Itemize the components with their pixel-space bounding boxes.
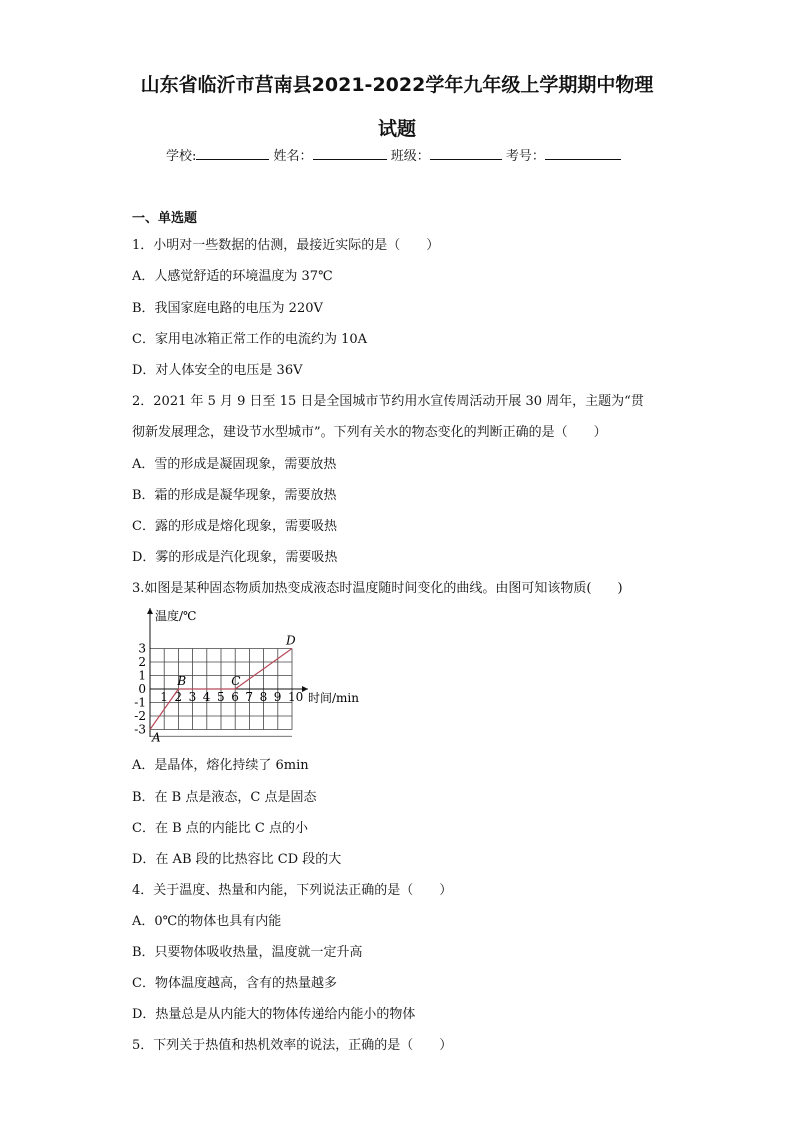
q3-option-d: D．在 AB 段的比热容比 CD 段的大 [132,852,342,867]
y-tick-label: 2 [138,655,146,669]
q2-stem-line-2: 彻新发展理念，建设节水型城市”。下列有关水的物态变化的判断正确的是（ ） [132,425,607,440]
q3-option-b: B．在 B 点是液态，C 点是固态 [132,790,317,805]
q2-option-d: D．雾的形成是汽化现象，需要吸热 [132,550,338,565]
q3-stem: 3.如图是某种固态物质加热变成液态时温度随时间变化的曲线。由图可知该物质( ) [132,581,623,596]
y-axis-label: 温度/℃ [155,609,197,623]
temperature-time-chart [130,602,380,747]
q4-stem: 4．关于温度、热量和内能，下列说法正确的是（ ） [132,883,453,898]
x-tick-label: 2 [174,690,183,704]
x-tick-label: 1 [160,690,168,704]
q3-option-a: A．是晶体，熔化持续了 6min [132,758,309,773]
y-tick-label: 1 [138,668,146,683]
q1-option-c: C．家用电冰箱正常工作的电流约为 10A [132,332,368,347]
q1-option-b: B．我国家庭电路的电压为 220V [132,301,323,316]
x-tick-labels [160,690,303,704]
x-tick-label: 3 [188,690,197,704]
q4-option-c: C．物体温度越高，含有的热量越多 [132,976,337,991]
x-axis-label: 时间/min [308,691,359,705]
q2-option-a: A．雪的形成是凝固现象，需要放热 [132,457,337,472]
point-label-a: A [152,730,161,745]
x-tick-label: 9 [273,690,282,704]
number-label: 考号： [505,149,545,164]
y-tick-label: -2 [134,709,146,723]
q2-option-b: B．霜的形成是凝华现象，需要放热 [132,488,337,503]
class-blank [430,147,502,160]
q4-option-d: D．热量总是从内能大的物体传递给内能小的物体 [132,1007,416,1022]
q2-stem-line-1: 2．2021 年 5 月 9 日至 15 日是全国城市节约用水宣传周活动开展 30 周年，主题为“贯 [132,394,644,409]
school-label: 学校: [166,149,197,164]
x-tick-label: 4 [202,690,211,704]
q5-stem: 5．下列关于热值和热机效率的说法，正确的是（ ） [132,1038,453,1053]
y-tick-label: -3 [134,722,146,737]
point-label-d: D [286,633,296,648]
name-blank [313,147,387,160]
x-tick-label: 5 [217,690,225,704]
y-tick-labels [134,642,146,737]
point-label-b: B [177,674,187,688]
x-tick-label: 8 [259,690,268,704]
page-title-line-1: 山东省临沂市莒南县2021-2022学年九年级上学期期中物理 [140,74,654,96]
name-label: 姓名： [273,149,313,164]
point-label-c: C [231,674,241,688]
class-label: 班级： [390,149,430,164]
y-tick-label: 0 [138,682,146,696]
q4-option-b: B．只要物体吸收热量，温度就一定升高 [132,945,363,960]
page-title-line-2: 试题 [377,118,416,140]
q1-option-a: A．人感觉舒适的环境温度为 37℃ [132,269,333,284]
q3-option-c: C．在 B 点的内能比 C 点的小 [132,821,308,836]
q1-stem: 1．小明对一些数据的估测，最接近实际的是（ ） [132,238,440,253]
student-info-row [166,145,621,164]
number-blank [545,147,621,160]
x-tick-label: 6 [231,690,239,704]
x-tick-label: 7 [245,690,254,704]
section-heading: 一、单选题 [132,211,198,226]
q4-option-a: A．0℃的物体也具有内能 [132,914,282,929]
q1-option-d: D．对人体安全的电压是 36V [132,363,303,378]
school-blank [196,147,269,160]
y-tick-label: 3 [138,641,146,656]
x-tick-label: 10 [288,690,304,704]
y-tick-label: -1 [134,695,146,710]
q2-option-c: C．露的形成是熔化现象，需要吸热 [132,519,337,534]
